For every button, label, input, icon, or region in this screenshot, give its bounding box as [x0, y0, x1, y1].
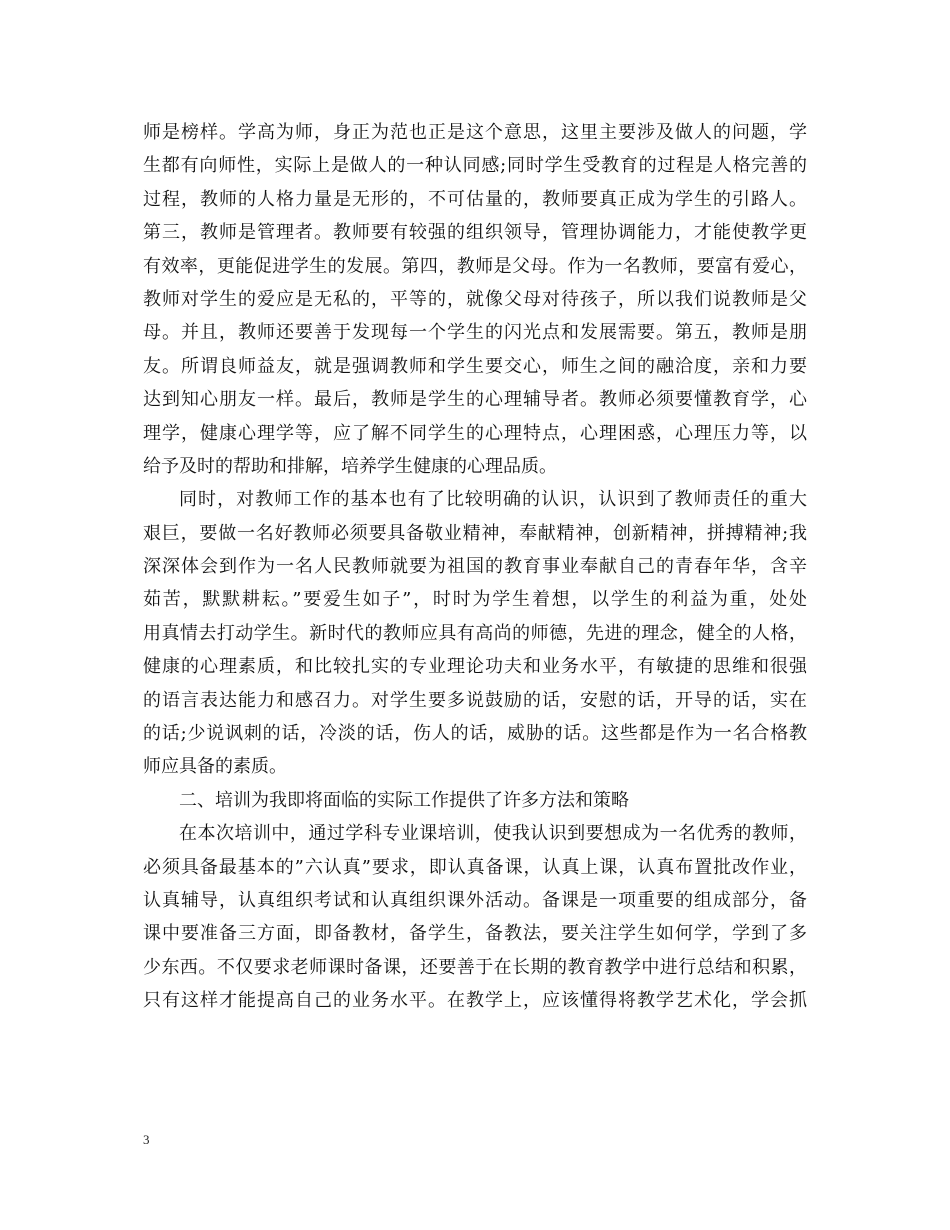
text-line: 只有这样才能提高自己的业务水平。在教学上，应该懂得将教学艺术化，学会抓 — [143, 990, 807, 1012]
text-line: 友。所谓良师益友，就是强调教师和学生要交心，师生之间的融洽度，亲和力要 — [143, 355, 807, 377]
text-line: 的话;少说讽刺的话，冷淡的话，伤人的话，威胁的话。这些都是作为一名合格教 — [143, 723, 807, 745]
text-line: 少东西。不仅要求老师课时备课，还要善于在长期的教育教学中进行总结和积累， — [143, 956, 807, 978]
text-line: 有效率，更能促进学生的发展。第四，教师是父母。作为一名教师，要富有爱心， — [143, 255, 807, 277]
text-line: 理学，健康心理学等，应了解不同学生的心理特点，心理困惑，心理压力等，以 — [143, 422, 807, 444]
text-line: 课中要准备三方面，即备教材，备学生，备教法，要关注学生如何学，学到了多 — [143, 923, 807, 945]
text-line: 艰巨，要做一名好教师必须要具备敬业精神，奉献精神，创新精神，拼搏精神;我 — [143, 522, 807, 544]
text-line: 第三，教师是管理者。教师要有较强的组织领导，管理协调能力，才能使教学更 — [143, 222, 807, 244]
text-line: 用真情去打动学生。新时代的教师应具有高尚的师德，先进的理念，健全的人格， — [143, 622, 807, 644]
text-line: 健康的心理素质，和比较扎实的专业理论功夫和业务水平，有敏捷的思维和很强 — [143, 656, 807, 678]
text-line: 生都有向师性，实际上是做人的一种认同感;同时学生受教育的过程是人格完善的 — [143, 155, 807, 177]
page-number: 3 — [143, 1132, 150, 1147]
text-line: 在本次培训中，通过学科专业课培训，使我认识到要想成为一名优秀的教师， — [179, 823, 807, 845]
document-body — [143, 116, 807, 1018]
text-line: 给予及时的帮助和排解，培养学生健康的心理品质。 — [143, 455, 557, 477]
text-line: 过程，教师的人格力量是无形的，不可估量的，教师要真正成为学生的引路人。 — [143, 188, 807, 210]
text-line: 茹苦，默默耕耘。”要爱生如子”，时时为学生着想，以学生的利益为重，处处 — [143, 589, 807, 611]
text-line: 同时，对教师工作的基本也有了比较明确的认识，认识到了教师责任的重大 — [179, 489, 807, 511]
text-line: 必须具备最基本的”六认真”要求，即认真备课，认真上课，认真布置批改作业， — [143, 856, 807, 878]
text-line: 母。并且，教师还要善于发现每一个学生的闪光点和发展需要。第五，教师是朋 — [143, 322, 807, 344]
text-line: 二、培训为我即将面临的实际工作提供了许多方法和策略 — [179, 789, 629, 811]
text-line: 深深体会到作为一名人民教师就要为祖国的教育事业奉献自己的青春年华，含辛 — [143, 556, 807, 578]
text-line: 师应具备的素质。 — [143, 756, 287, 778]
text-line: 的语言表达能力和感召力。对学生要多说鼓励的话，安慰的话，开导的话，实在 — [143, 689, 807, 711]
text-line: 教师对学生的爱应是无私的，平等的，就像父母对待孩子，所以我们说教师是父 — [143, 288, 807, 310]
text-line: 认真辅导，认真组织考试和认真组织课外活动。备课是一项重要的组成部分，备 — [143, 889, 807, 911]
text-line: 师是榜样。学高为师，身正为范也正是这个意思，这里主要涉及做人的问题，学 — [143, 122, 807, 143]
text-line: 达到知心朋友一样。最后，教师是学生的心理辅导者。教师必须要懂教育学，心 — [143, 389, 807, 411]
